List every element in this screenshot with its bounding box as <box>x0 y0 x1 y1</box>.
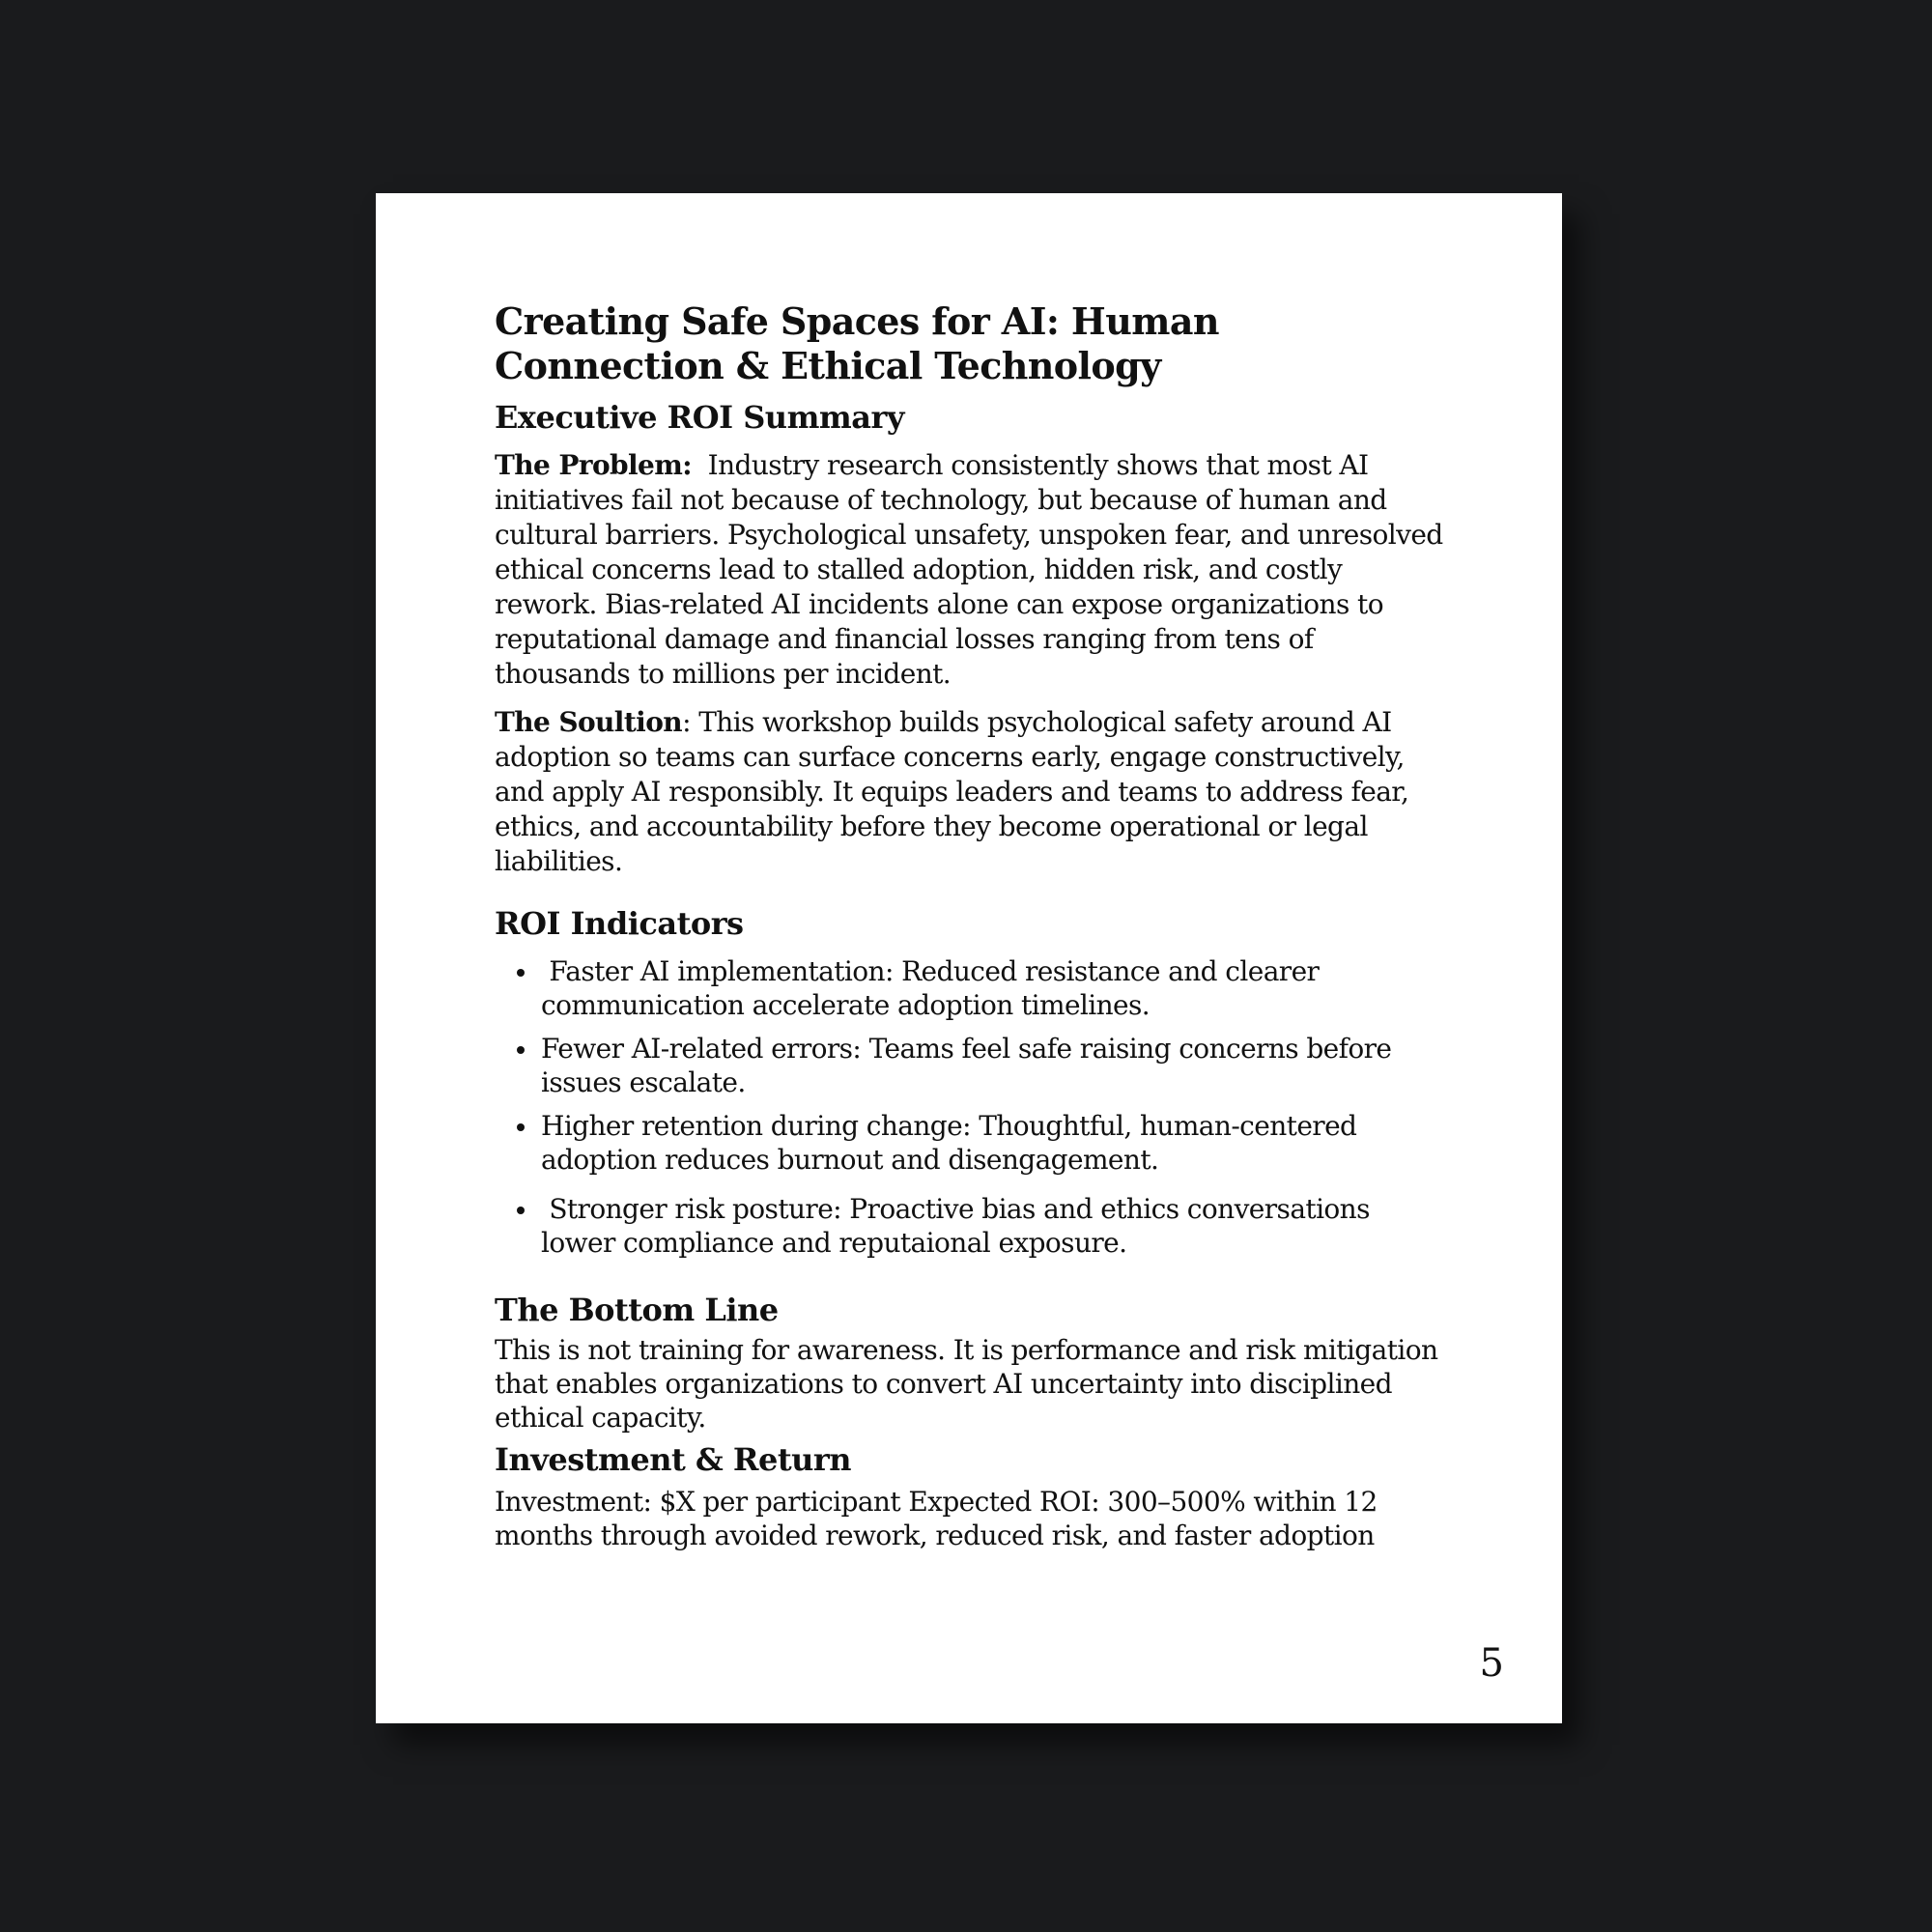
investment-text: Investment: $X per participant Expected ROI: 300–500% within 12 months through avoided rework, reduced risk, and faster adoption <box>495 1486 1378 1551</box>
roi-heading: ROI Indicators <box>495 905 744 942</box>
summary-heading: Executive ROI Summary <box>495 399 904 436</box>
solution-text: : This workshop builds psychological safety around AI adoption so teams can surface concerns early, engage constructively, and apply AI responsibly. It equips leaders and teams to address fear, ethics, and accountability before they become operational or legal liabilities. <box>495 706 1409 877</box>
roi-item-risk-posture: Stronger risk posture: Proactive bias and ethics conversations lower compliance and reputaional exposure. <box>541 1192 1451 1260</box>
roi-item-fewer-errors: Fewer AI-related errors: Teams feel safe raising concerns before issues escalate. <box>541 1032 1451 1099</box>
problem-label: The Problem: <box>495 449 693 481</box>
bottom-line-text: This is not training for awareness. It is performance and risk mitigation that enables organizations to convert AI uncertainty into disciplined ethical capacity. <box>495 1334 1438 1434</box>
document-page <box>376 193 1562 1723</box>
bottom-line-heading: The Bottom Line <box>495 1292 779 1328</box>
solution-label: The Soultion <box>495 706 683 738</box>
roi-item-higher-retention: Higher retention during change: Thoughtful, human-centered adoption reduces burnout and disengagement. <box>541 1109 1451 1177</box>
page-content <box>495 299 1451 1552</box>
page-number: 5 <box>1479 1641 1504 1686</box>
solution-paragraph <box>495 705 1451 879</box>
document-title: Creating Safe Spaces for AI: Human Connection & Ethical Technology <box>495 299 1219 387</box>
investment-heading: Investment & Return <box>495 1441 852 1478</box>
problem-text: Industry research consistently shows that most AI initiatives fail not because of technology, but because of human and cultural barriers. Psychological unsafety, unspoken fear, and unresolved ethical concerns lead to stalled adoption, hidden risk, and costly rework. Bias-related AI incidents alone can expose organizations to reputational damage and financial losses ranging from tens of thousands to millions per incident. <box>495 449 1451 690</box>
roi-list <box>495 954 1451 1260</box>
problem-paragraph <box>495 448 1451 692</box>
roi-item-faster-implementation: Faster AI implementation: Reduced resistance and clearer communication accelerate adoption timelines. <box>541 954 1451 1022</box>
